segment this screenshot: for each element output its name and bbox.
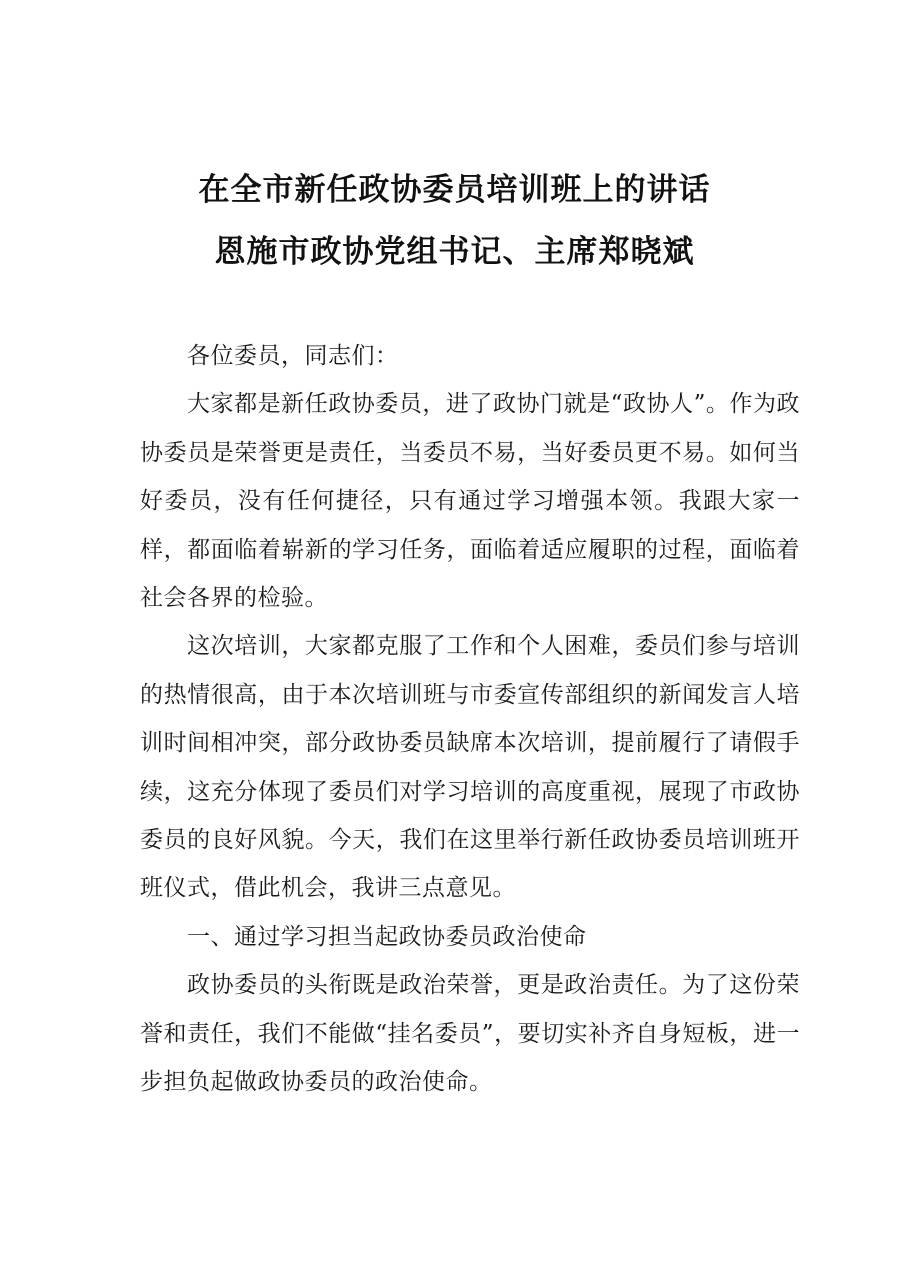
speaker-byline: 恩施市政协党组书记、主席郑晓斌 bbox=[214, 234, 695, 270]
body-paragraph: 这次培训，大家都克服了工作和个人困难，委员们参与培训的热情很高，由于本次培训班与市委宣传部组织的新闻发言人培训时间相冲突，部分政协委员缺席本次培训，提前履行了请假手续，这充分体现了委员们对学习培训的高度重视，展现了市政协委员的良好风貌。今天，我们在这里举行新任政协委员培训班开班仪式，借此机会，我讲三点意见。 bbox=[140, 633, 800, 902]
body-paragraph: 政协委员的头衔既是政治荣誉，更是政治责任。为了这份荣誉和责任，我们不能做“挂名委员”，要切实补齐自身短板，进一步担负起做政协委员的政治使命。 bbox=[140, 972, 800, 1096]
salutation-paragraph: 各位委员，同志们： bbox=[187, 343, 399, 369]
body-paragraph: 大家都是新任政协委员，进了政协门就是“政协人”。作为政协委员是荣誉更是责任，当委员不易，当好委员更不易。如何当好委员，没有任何捷径，只有通过学习增强本领。我跟大家一样，都面临着崭新的学习任务，面临着适应履职的过程，面临着社会各界的检验。 bbox=[140, 391, 800, 612]
document-body bbox=[140, 332, 800, 1107]
section-heading: 一、通过学习担当起政协委员政治使命 bbox=[187, 923, 587, 950]
document-title: 在全市新任政协委员培训班上的讲话 bbox=[198, 172, 711, 208]
